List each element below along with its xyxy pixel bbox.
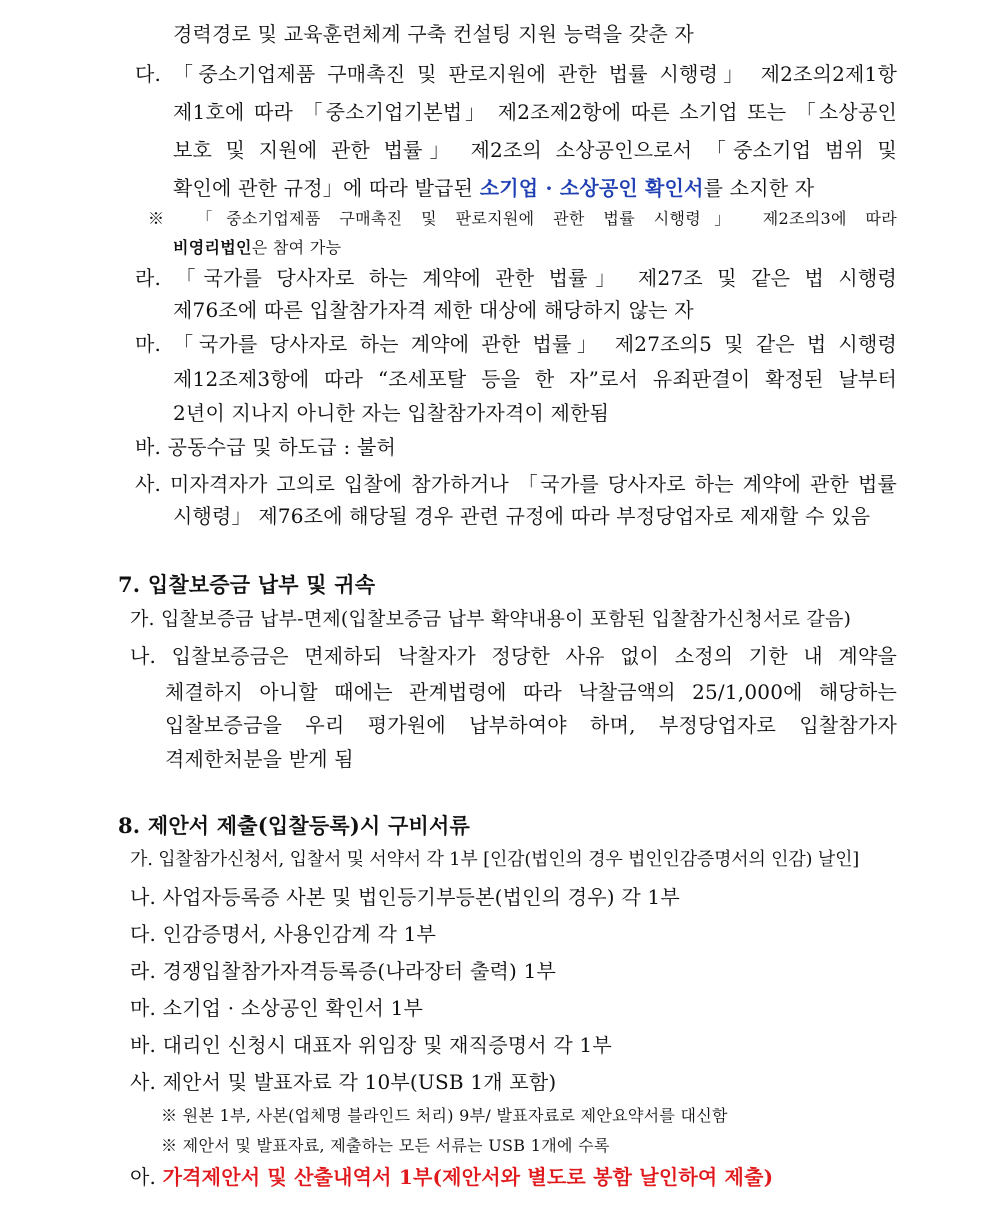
item-da-line4 bbox=[173, 175, 814, 201]
section-8-item-da: 다. 인감증명서, 사용인감계 각 1부 bbox=[130, 922, 437, 946]
item-ma-line1: 마. 「국가를 당사자로 하는 계약에 관한 법률」 제27조의5 및 같은 법 시행령 bbox=[135, 332, 897, 356]
section-7-item-na-line2: 체결하지 아니할 때에는 관계법령에 따라 낙찰금액의 25/1,000에 해당하는 bbox=[165, 680, 897, 704]
item-ma-line3: 2년이 지나지 아니한 자는 입찰참가자격이 제한됨 bbox=[173, 401, 610, 425]
item-ma-line2: 제12조제3항에 따라 “조세포탈 등을 한 자”로서 유죄판결이 확정된 날부터 bbox=[173, 367, 897, 391]
item-da-line2: 제1호에 따라 「중소기업기본법」 제2조제2항에 따른 소기업 또는 「소상공인 bbox=[173, 100, 897, 124]
item-ra-line2: 제76조에 따른 입찰참가자격 제한 대상에 해당하지 않는 자 bbox=[173, 298, 694, 322]
section-8-heading: 8. 제안서 제출(입찰등록)시 구비서류 bbox=[118, 813, 470, 838]
section-8-item-a bbox=[130, 1164, 773, 1190]
section-8-item-na: 나. 사업자등록증 사본 및 법인등기부등본(법인의 경우) 각 1부 bbox=[130, 885, 680, 909]
item-sa-line1: 사. 미자격자가 고의로 입찰에 참가하거나 「국가를 당사자로 하는 계약에 관한 법률 bbox=[135, 472, 897, 496]
section-8-item-sa: 사. 제안서 및 발표자료 각 10부(USB 1개 포함) bbox=[130, 1070, 557, 1094]
section-8-item-a-prefix: 아. bbox=[130, 1165, 163, 1189]
qualification-line-continuation: 경력경로 및 교육훈련체계 구축 컨설팅 지원 능력을 갖춘 자 bbox=[173, 22, 694, 46]
item-sa-line2: 시행령」 제76조에 해당될 경우 관련 규정에 따라 부정당업자로 제재할 수 있음 bbox=[173, 504, 871, 528]
section-8-note-originals: ※ 원본 1부, 사본(업체명 블라인드 처리) 9부/ 발표자료로 제안요약서를 대신함 bbox=[161, 1106, 728, 1125]
item-ba: 바. 공동수급 및 하도급 : 불허 bbox=[135, 435, 397, 459]
nonprofit-note-line1: ※ 「중소기업제품 구매촉진 및 판로지원에 관한 법률 시행령」 제2조의3에 따라 bbox=[148, 209, 897, 228]
item-da-line3: 보호 및 지원에 관한 법률」 제2조의 소상공인으로서 「중소기업 범위 및 bbox=[173, 138, 897, 162]
section-7-item-na-line4: 격제한처분을 받게 됨 bbox=[165, 747, 354, 771]
small-business-certificate-emphasis: 소기업 · 소상공인 확인서 bbox=[479, 176, 704, 200]
section-7-item-na-line1: 나. 입찰보증금은 면제하되 낙찰자가 정당한 사유 없이 소정의 기한 내 계약을 bbox=[130, 644, 897, 668]
section-8-item-ba: 바. 대리인 신청시 대표자 위임장 및 재직증명서 각 1부 bbox=[130, 1033, 612, 1057]
section-7-heading: 7. 입찰보증금 납부 및 귀속 bbox=[118, 572, 376, 597]
section-8-item-ma: 마. 소기업 · 소상공인 확인서 1부 bbox=[130, 996, 424, 1020]
item-da-line4-prefix: 확인에 관한 규정」에 따라 발급된 bbox=[173, 176, 480, 200]
section-8-item-ga: 가. 입찰참가신청서, 입찰서 및 서약서 각 1부 [인감(법인의 경우 법인인감증명서의 인감) 날인] bbox=[130, 849, 860, 870]
nonprofit-emphasis: 비영리법인 bbox=[173, 238, 252, 257]
section-7-item-na-line3: 입찰보증금을 우리 평가원에 납부하여야 하며, 부정당업자로 입찰참가자 bbox=[165, 713, 897, 737]
item-ra-line1: 라. 「국가를 당사자로 하는 계약에 관한 법률」 제27조 및 같은 법 시행령 bbox=[135, 266, 897, 290]
item-da-line4-suffix: 를 소지한 자 bbox=[703, 176, 815, 200]
price-proposal-emphasis: 가격제안서 및 산출내역서 1부(제안서와 별도로 봉함 날인하여 제출) bbox=[162, 1165, 774, 1189]
nonprofit-note-line2 bbox=[173, 235, 341, 261]
section-8-note-usb: ※ 제안서 및 발표자료, 제출하는 모든 서류는 USB 1개에 수록 bbox=[161, 1136, 610, 1155]
section-7-item-ga: 가. 입찰보증금 납부-면제(입찰보증금 납부 확약내용이 포함된 입찰참가신청서로 갈음) bbox=[130, 608, 852, 630]
section-8-item-ra: 라. 경쟁입찰참가자격등록증(나라장터 출력) 1부 bbox=[130, 959, 557, 983]
nonprofit-note-suffix: 은 참여 가능 bbox=[251, 238, 342, 257]
item-da-line1: 다. 「중소기업제품 구매촉진 및 판로지원에 관한 법률 시행령」 제2조의2제1항 bbox=[135, 62, 897, 86]
